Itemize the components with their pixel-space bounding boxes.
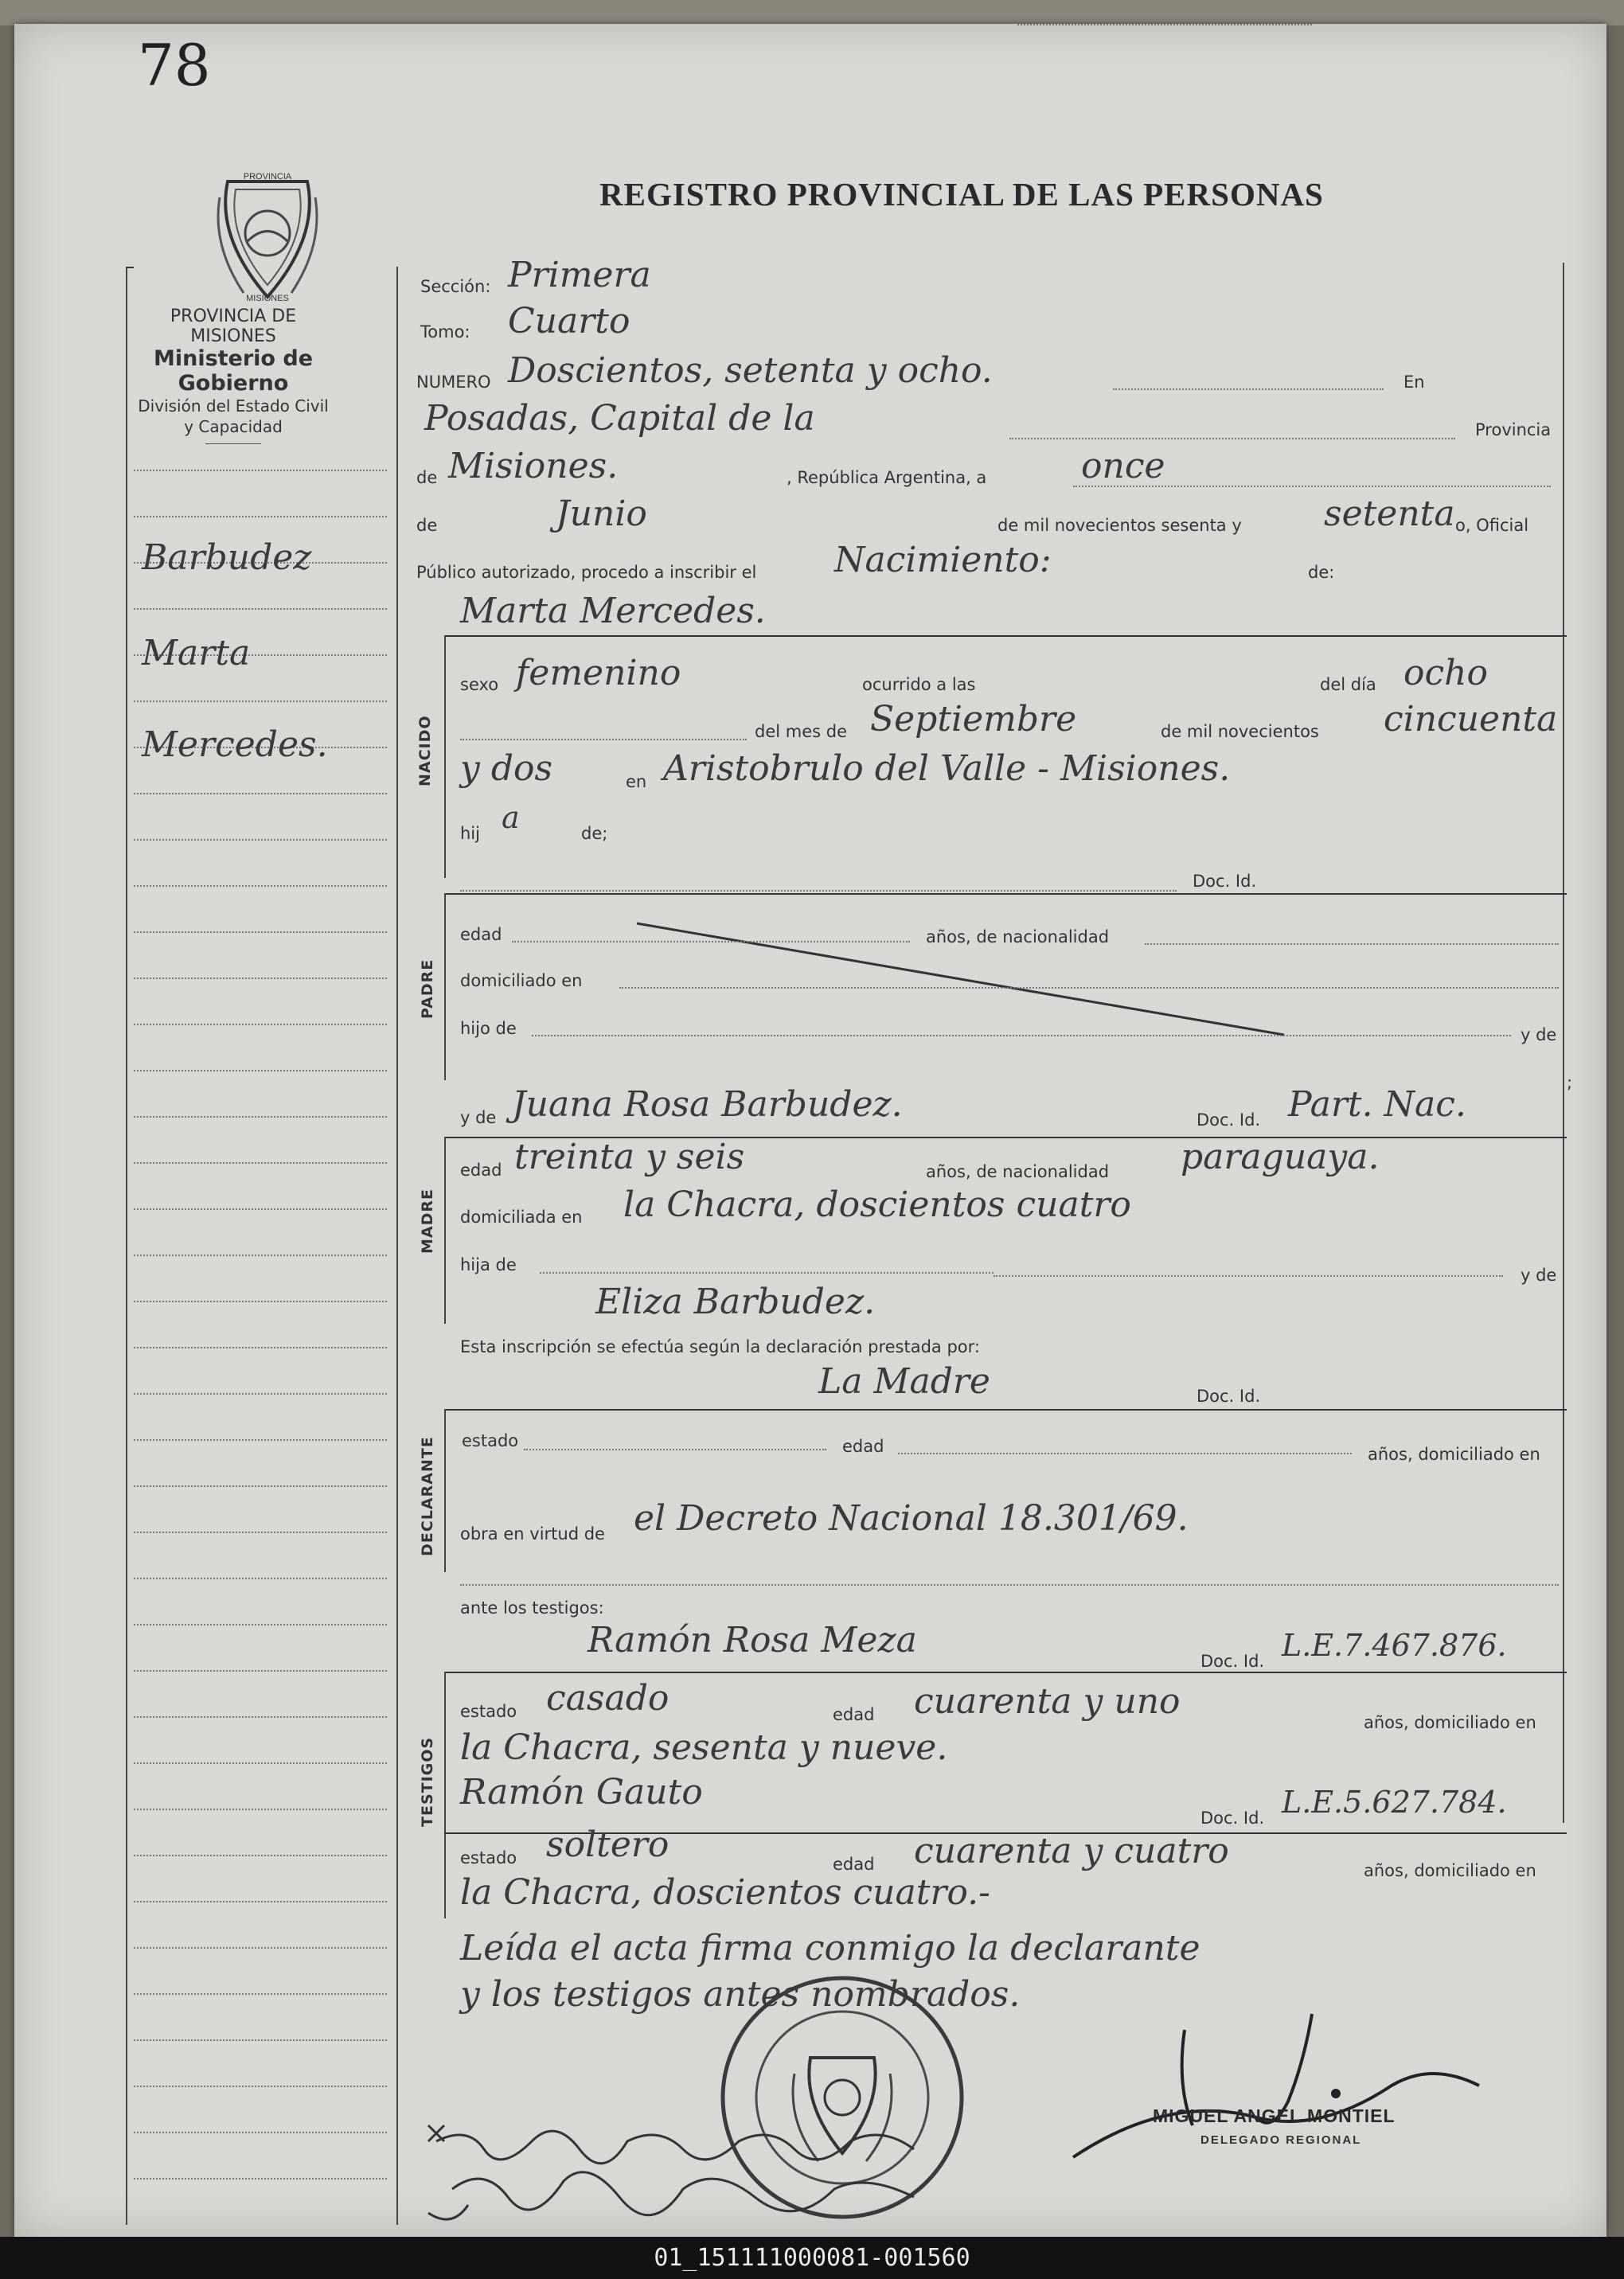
madre-nombre-value: Juana Rosa Barbudez. <box>512 1084 903 1125</box>
padre-edad-label: edad <box>460 925 502 944</box>
form-right-line <box>1563 263 1564 1823</box>
margin-rule <box>134 1855 387 1856</box>
madre-section-label: MADRE <box>419 1188 436 1254</box>
dia-value: once <box>1081 446 1165 486</box>
margin-rule <box>134 1532 387 1533</box>
testigo1-edad-label: edad <box>833 1705 875 1724</box>
testigo2-edad-value: cuarenta y cuatro <box>914 1831 1229 1871</box>
numero-value: Doscientos, setenta y ocho. <box>508 350 993 391</box>
de-mil2-label: de mil novecientos <box>1161 722 1319 741</box>
margin-rule <box>134 839 387 841</box>
margin-rule <box>134 793 387 794</box>
margin-rule <box>134 608 387 610</box>
ante-label: ante los testigos: <box>460 1598 604 1618</box>
margin-rule <box>134 1439 387 1441</box>
lugar-value: Posadas, Capital de la <box>424 398 815 439</box>
padre-dom-dots <box>619 987 1559 989</box>
madre-doc-label: Doc. Id. <box>1197 1110 1261 1130</box>
margin-rule <box>134 1762 387 1764</box>
margin-rule <box>134 1670 387 1672</box>
testigos-bracket <box>444 1672 446 1918</box>
sexo-value: femenino <box>516 653 681 693</box>
official-title: DELEGADO REGIONAL <box>1200 2133 1362 2147</box>
declarante-edad-label: edad <box>842 1437 884 1456</box>
del-dia-label: del día <box>1320 675 1376 694</box>
official-signature <box>1049 1998 1495 2173</box>
nacido-doc-dots <box>460 890 1177 892</box>
testigo1-nombre-value: Ramón Rosa Meza <box>588 1620 917 1660</box>
closing-line-2: y los testigos antes nombrados. <box>460 1974 1021 2015</box>
numero-dots <box>1113 388 1384 390</box>
madre-hija-value: Eliza Barbudez. <box>595 1282 876 1322</box>
republica-label: , República Argentina, a <box>787 468 987 487</box>
lugar-dots <box>1009 438 1455 439</box>
testigo1-dom-value: la Chacra, sesenta y nueve. <box>460 1727 948 1768</box>
margin-rule <box>134 1024 387 1025</box>
division-line-1: División del Estado Civil <box>138 396 329 416</box>
declarante-dom-label: años, domiciliado en <box>1368 1445 1540 1464</box>
madre-hija-label: hija de <box>460 1255 517 1274</box>
padre-nac-dots <box>1145 943 1559 945</box>
testigo1-estado-value: casado <box>546 1678 670 1719</box>
margin-rule <box>134 1162 387 1164</box>
padre-hijo-dots <box>532 1035 1511 1036</box>
nacido-doc-label: Doc. Id. <box>1193 872 1257 891</box>
margin-rule <box>134 1993 387 1995</box>
testigo2-edad-label: edad <box>833 1855 875 1874</box>
header-rule <box>205 443 261 444</box>
margin-rule <box>134 470 387 471</box>
margin-rule <box>134 2086 387 2087</box>
official-name: MIGUEL ANGEL MONTIEL <box>1153 2105 1396 2126</box>
inscripcion-label: Esta inscripción se efectúa según la declaración prestada por: <box>460 1337 980 1356</box>
padre-dom-label: domiciliado en <box>460 971 583 990</box>
padre-strike-line <box>635 919 1296 1039</box>
testigo2-nombre-value: Ramón Gauto <box>460 1772 703 1813</box>
decreto-value: el Decreto Nacional 18.301/69. <box>634 1498 1189 1539</box>
margin-rule <box>134 2039 387 2041</box>
madre-edad-value: treinta y seis <box>514 1137 745 1177</box>
mes-value: Junio <box>556 494 647 534</box>
declarante-estado-label: estado <box>462 1431 519 1450</box>
padre-edad-dots <box>512 941 910 942</box>
declarante-section-label: DECLARANTE <box>419 1436 436 1556</box>
testigo2-doc-value: L.E.5.627.784. <box>1282 1785 1507 1820</box>
madre-hija-dots <box>540 1272 994 1274</box>
provincia-label: Provincia <box>1475 420 1552 439</box>
declarante-doc-label: Doc. Id. <box>1197 1387 1261 1406</box>
hij-suffix-value: a <box>502 800 520 835</box>
anio-nac-2-value: y dos <box>460 748 553 789</box>
division-line-2: y Capacidad <box>184 417 283 436</box>
margin-rule <box>134 1716 387 1718</box>
image-id-footer: 01_151111000081-001560 <box>0 2237 1624 2279</box>
padre-bracket <box>444 893 446 1080</box>
madre-dom-label: domiciliada en <box>460 1208 583 1227</box>
en2-label: en <box>626 772 647 791</box>
margin-rule <box>134 1116 387 1118</box>
de2-label: de <box>416 516 438 535</box>
margin-rule <box>134 1947 387 1949</box>
sexo-label: sexo <box>460 675 499 694</box>
margin-rule <box>134 516 387 517</box>
margin-rule <box>134 1208 387 1210</box>
closing-line-1: Leída el acta firma conmigo la declarante <box>460 1928 1200 1969</box>
declarante-blank-dots <box>460 1584 1559 1586</box>
padre-section-label: PADRE <box>419 958 436 1019</box>
testigo2-dom-label: años, domiciliado en <box>1364 1861 1536 1880</box>
mother-signature <box>420 2094 1025 2237</box>
issuer-block <box>126 306 341 444</box>
margin-top-tick <box>126 267 134 268</box>
margin-rule <box>134 1255 387 1256</box>
anio-nac-1-value: cincuenta <box>1384 699 1558 740</box>
testigos-section-label: TESTIGOS <box>419 1736 436 1827</box>
testigo2-estado-label: estado <box>460 1848 517 1867</box>
nacido-bracket <box>444 635 446 878</box>
declarante-value: La Madre <box>818 1361 990 1402</box>
margin-rule <box>134 1624 387 1625</box>
madre-bracket <box>444 1137 446 1324</box>
margin-rule <box>134 1485 387 1487</box>
margin-rule <box>134 978 387 979</box>
testigos-top-line <box>444 1672 1567 1673</box>
en-label: En <box>1403 373 1425 392</box>
seccion-value: Primera <box>508 255 651 295</box>
madre-nac-value: paraguaya. <box>1181 1137 1380 1177</box>
declarante-top-line <box>444 1409 1567 1411</box>
declarante-edad-dots <box>898 1453 1352 1454</box>
de4-label: de; <box>581 824 608 843</box>
page-number: 78 <box>138 32 211 99</box>
testigo2-estado-value: soltero <box>546 1824 670 1865</box>
madre-nac-label: años, de nacionalidad <box>926 1162 1110 1181</box>
testigo2-dom-value: la Chacra, doscientos cuatro.- <box>460 1872 990 1913</box>
margin-rule <box>134 1301 387 1302</box>
declarante-estado-dots <box>524 1449 826 1450</box>
padre-top-line <box>444 893 1567 895</box>
margin-surname: Barbudez <box>142 537 312 578</box>
del-mes-value: Septiembre <box>870 699 1077 740</box>
ministry-name: Ministerio de Gobierno <box>153 346 314 396</box>
testigo1-doc-value: L.E.7.467.876. <box>1282 1628 1507 1663</box>
dia-dots <box>1073 486 1551 487</box>
mes-dots <box>460 739 747 740</box>
crest-bottom-text: MISIONES <box>246 294 289 303</box>
margin-secondname: Mercedes. <box>142 724 328 765</box>
margin-rule <box>134 931 387 933</box>
register-page <box>14 24 1606 2237</box>
hij-label: hij <box>460 824 480 843</box>
declarante-bracket <box>444 1409 446 1572</box>
margin-rule <box>134 1809 387 1810</box>
margin-rule <box>134 2178 387 2179</box>
madre-hija-dots-2 <box>994 1275 1503 1277</box>
madre-dom-value: la Chacra, doscientos cuatro <box>623 1184 1131 1225</box>
lugar-nac-value: Aristobrulo del Valle - Misiones. <box>663 748 1231 789</box>
margin-rule <box>134 1347 387 1348</box>
nacido-section-label: NACIDO <box>416 715 434 786</box>
nacido-top-line <box>444 635 1567 637</box>
publico-label: Público autorizado, procedo a inscribir el <box>416 563 757 582</box>
padre-hijo-label: hijo de <box>460 1019 517 1038</box>
ocurrido-label: ocurrido a las <box>862 675 976 694</box>
acto-value: Nacimiento: <box>834 540 1052 580</box>
margin-firstname: Marta <box>142 633 251 673</box>
testigo2-doc-label: Doc. Id. <box>1200 1809 1265 1828</box>
madre-y-de2-label: y de <box>1521 1266 1557 1285</box>
left-margin-line <box>126 267 127 2225</box>
nombre-value: Marta Mercedes. <box>460 591 766 631</box>
margin-rule <box>134 885 387 887</box>
page-top-edge <box>0 0 1624 25</box>
numero-label: NUMERO <box>416 373 491 392</box>
crest-top-text: PROVINCIA <box>243 172 292 181</box>
anio-value: setenta <box>1324 494 1455 534</box>
tomo-value: Cuarto <box>508 301 630 341</box>
tomo-label: Tomo: <box>420 322 470 341</box>
de3-label: de: <box>1308 563 1335 582</box>
margin-rule <box>134 1393 387 1395</box>
misiones-crest-icon <box>212 166 323 305</box>
testigo1-edad-value: cuarenta y uno <box>914 1681 1181 1722</box>
margin-rule <box>134 2132 387 2133</box>
obra-label: obra en virtud de <box>460 1524 605 1543</box>
padre-nac-label: años, de nacionalidad <box>926 927 1110 946</box>
seccion-label: Sección: <box>420 277 491 296</box>
padre-y-de-label: y de <box>1521 1025 1557 1044</box>
testigo1-doc-label: Doc. Id. <box>1200 1652 1265 1671</box>
madre-doc-value: Part. Nac. <box>1288 1084 1466 1125</box>
province-name: PROVINCIA DE MISIONES <box>170 306 297 346</box>
margin-rule <box>134 1901 387 1902</box>
de-mil-label: de mil novecientos sesenta y <box>997 516 1242 535</box>
margin-rule <box>134 700 387 702</box>
testigo1-dom-label: años, domiciliado en <box>1364 1713 1536 1732</box>
oficial-label: o, Oficial <box>1455 516 1529 535</box>
provincia-value: Misiones. <box>448 446 619 486</box>
madre-edad-label: edad <box>460 1161 502 1180</box>
hora-dots <box>1017 24 1312 25</box>
del-dia-value: ocho <box>1403 653 1488 693</box>
margin-rule <box>134 1578 387 1579</box>
padre-semicolon: ; <box>1567 1073 1573 1092</box>
madre-y-de-label: y de <box>460 1108 497 1127</box>
de-label: de <box>416 468 438 487</box>
margin-rule <box>134 1070 387 1071</box>
del-mes-label: del mes de <box>755 722 848 741</box>
form-left-line <box>396 267 398 2225</box>
testigo1-estado-label: estado <box>460 1702 517 1721</box>
page-title: REGISTRO PROVINCIAL DE LAS PERSONAS <box>599 176 1324 213</box>
